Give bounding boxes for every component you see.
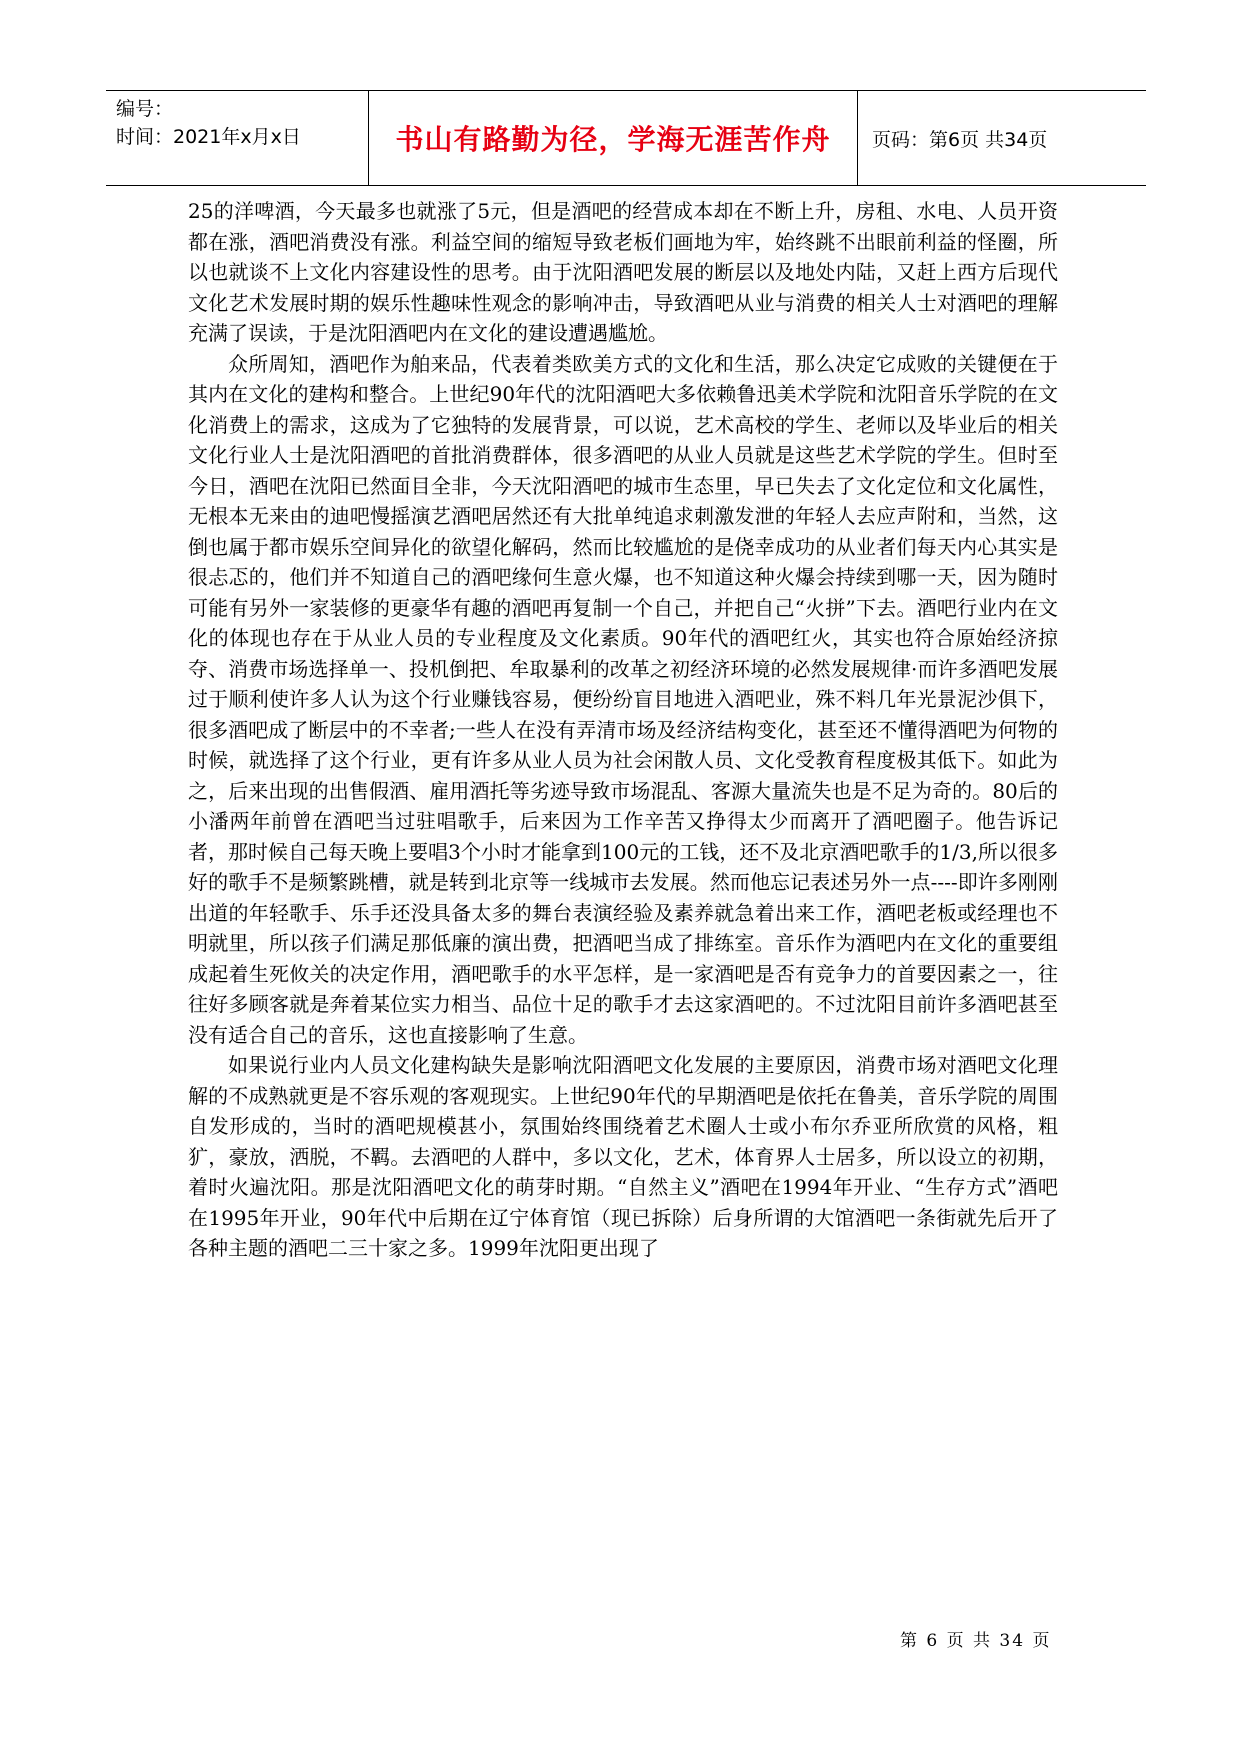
paragraph-2: 众所周知，酒吧作为舶来品，代表着类欧美方式的文化和生活，那么决定它成败的关键便在于其内在文化的建构和整合。上世纪90年代的沈阳酒吧大多依赖鲁迅美术学院和沈阳音乐学院的在文化消费上的需求，这成为了它独特的发展背景，可以说，艺术高校的学生、老师以及毕业后的相关文化行业人士是沈阳酒吧的首批消费群体，很多酒吧的从业人员就是这些艺术学院的学生。但时至今日，酒吧在沈阳已然面目全非，今天沈阳酒吧的城市生态里，早已失去了文化定位和文化属性，无根本无来由的迪吧慢摇演艺酒吧居然还有大批单纯追求刺激发泄的年轻人去应声附和，当然，这倒也属于都市娱乐空间异化的欲望化解码，然而比较尴尬的是侥幸成功的从业者们每天内心其实是很忐忑的，他们并不知道自己的酒吧缘何生意火爆，也不知道这种火爆会持续到哪一天，因为随时可能有另外一家装修的更豪华有趣的酒吧再复制一个自己，并把自己“火拼”下去。酒吧行业内在文化的体现也存在于从业人员的专业程度及文化素质。90年代的酒吧红火，其实也符合原始经济掠夺、消费市场选择单一、投机倒把、牟取暴利的改革之初经济环境的必然发展规律·而许多酒吧发展过于顺利使许多人认为这个行业赚钱容易，便纷纷盲目地进入酒吧业，殊不料几年光景泥沙俱下，很多酒吧成了断层中的不幸者;一些人在没有弄清市场及经济结构变化，甚至还不懂得酒吧为何物的时候，就选择了这个行业，更有许多从业人员为社会闲散人员、文化受教育程度极其低下。如此为之，后来出现的出售假酒、雇用酒托等劣迹导致市场混乱、客源大量流失也是不足为奇的。80后的小潘两年前曾在酒吧当过驻唱歌手，后来因为工作辛苦又挣得太少而离开了酒吧圈子。他告诉记者，那时候自己每天晚上要唱3个小时才能拿到100元的工钱，还不及北京酒吧歌手的1/3,所以很多好的歌手不是频繁跳槽，就是转到北京等一线城市去发展。然而他忘记表述另外一点----即许多刚刚出道的年轻歌手、乐手还没具备太多的舞台表演经验及素养就急着出来工作，酒吧老板或经理也不明就里，所以孩子们满足那低廉的演出费，把酒吧当成了排练室。音乐作为酒吧内在文化的重要组成起着生死攸关的决定作用，酒吧歌手的水平怎样，是一家酒吧是否有竞争力的首要因素之一，往往好多顾客就是奔着某位实力相当、品位十足的歌手才去这家酒吧的。不过沈阳目前许多酒吧甚至没有适合自己的音乐，这也直接影响了生意。: [188, 351, 1058, 1047]
page-label: 页码：第6页 共34页: [872, 128, 1048, 151]
motto-text: 书山有路勤为径，学海无涯苦作舟: [395, 123, 831, 156]
footer-page-number: 第 6 页 共 34 页: [900, 1631, 1052, 1651]
page-footer: [900, 1626, 1051, 1651]
motto-banner: [368, 91, 858, 185]
date-label: 时间：2021年x月x日: [116, 126, 301, 148]
number-label: 编号：: [116, 98, 174, 120]
page-header: [106, 90, 1146, 186]
paragraph-1: 25的洋啤酒，今天最多也就涨了5元，但是酒吧的经营成本却在不断上升，房租、水电、人员开资都在涨，酒吧消费没有涨。利益空间的缩短导致老板们画地为牢，始终跳不出眼前利益的怪圈，所以也就谈不上文化内容建设性的思考。由于沈阳酒吧发展的断层以及地处内陆，又赶上西方后现代文化艺术发展时期的娱乐性趣味性观念的影响冲击，导致酒吧从业与消费的相关人士对酒吧的理解充满了误读，于是沈阳酒吧内在文化的建设遭遇尴尬。: [188, 199, 1058, 345]
paragraph-3: 如果说行业内人员文化建构缺失是影响沈阳酒吧文化发展的主要原因，消费市场对酒吧文化理解的不成熟就更是不容乐观的客观现实。上世纪90年代的早期酒吧是依托在鲁美，音乐学院的周围自发形成的，当时的酒吧规模甚小，氛围始终围绕着艺术圈人士或小布尔乔亚所欣赏的风格，粗犷，豪放，洒脱，不羁。去酒吧的人群中，多以文化，艺术，体育界人士居多，所以设立的初期，着时火遍沈阳。那是沈阳酒吧文化的萌芽时期。“自然主义”酒吧在1994年开业、“生存方式”酒吧在1995年开业，90年代中后期在辽宁体育馆（现已拆除）后身所谓的大馆酒吧一条街就先后开了各种主题的酒吧二三十家之多。1999年沈阳更出现了: [188, 1053, 1058, 1260]
document-body: [188, 196, 1058, 1264]
header-meta: [106, 91, 368, 185]
page-number-cell: [858, 91, 1146, 185]
